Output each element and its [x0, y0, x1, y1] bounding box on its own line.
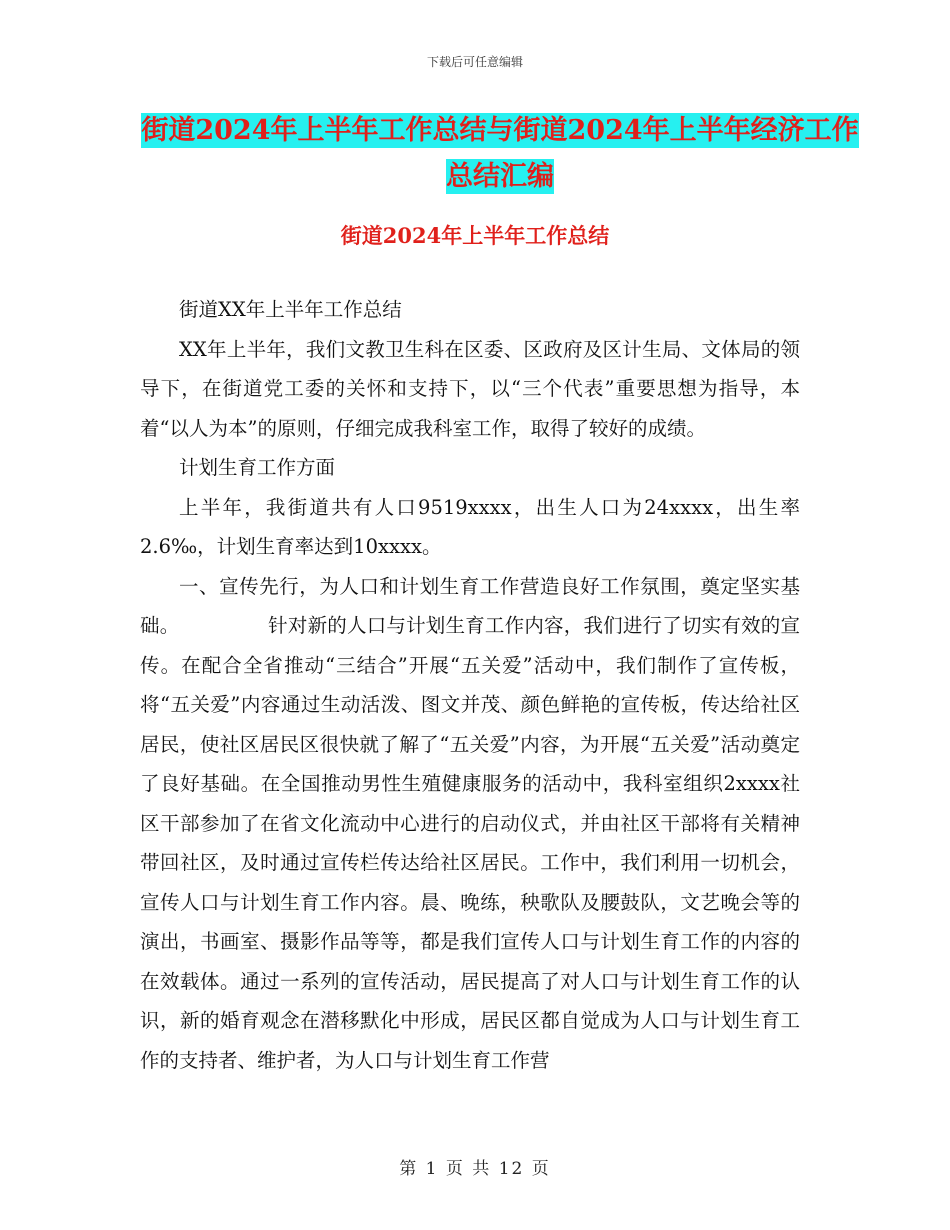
document-title [140, 108, 860, 200]
document-body [140, 290, 800, 1080]
document-title-highlight: 街道2024年上半年工作总结与街道2024年上半年经济工作总结汇编 [141, 115, 859, 192]
page-number: 第 1 页 共 12 页 [399, 1159, 551, 1179]
paragraph: 一、宣传先行，为人口和计划生育工作营造良好工作氛围，奠定坚实基础。 针对新的人口与计划生育工作内容，我们进行了切实有效的宣传。在配合全省推动“三结合”开展“五关爱”活动中，我们制作了宣传板，将“五关爱”内容通过生动活泼、图文并茂、颜色鲜艳的宣传板，传达给社区居民，使社区居民区很快就了解了“五关爱”内容，为开展“五关爱”活动奠定了良好基础。在全国推动男性生殖健康服务的活动中，我科室组织2xxxx社区干部参加了在省文化流动中心进行的启动仪式，并由社区干部将有关精神带回社区，及时通过宣传栏传达给社区居民。工作中，我们利用一切机会，宣传人口与计划生育工作内容。晨、晚练，秧歌队及腰鼓队，文艺晚会等的演出，书画室、摄影作品等等，都是我们宣传人口与计划生育工作的内容的在效载体。通过一系列的宣传活动，居民提高了对人口与计划生育工作的认识，新的婚育观念在潜移默化中形成，居民区都自觉成为人口与计划生育工作的支持者、维护者，为人口与计划生育工作营 [140, 574, 800, 1072]
paragraph: 街道XX年上半年工作总结 [179, 298, 402, 321]
paragraph: XX年上半年，我们文教卫生科在区委、区政府及区计生局、文体局的领导下，在街道党工委的关怀和支持下，以“三个代表”重要思想为指导，本着“以人为本”的原则，仔细完成我科室工作，取得了较好的成绩。 [140, 337, 800, 440]
section-title: 街道2024年上半年工作总结 [340, 223, 610, 248]
page-header-note: 下载后可任意编辑 [426, 55, 523, 69]
paragraph: 计划生育工作方面 [179, 456, 336, 479]
paragraph: 上半年，我街道共有人口9519xxxx，出生人口为24xxxx，出生率2.6‰，计划生育率达到10xxxx。 [140, 495, 800, 558]
